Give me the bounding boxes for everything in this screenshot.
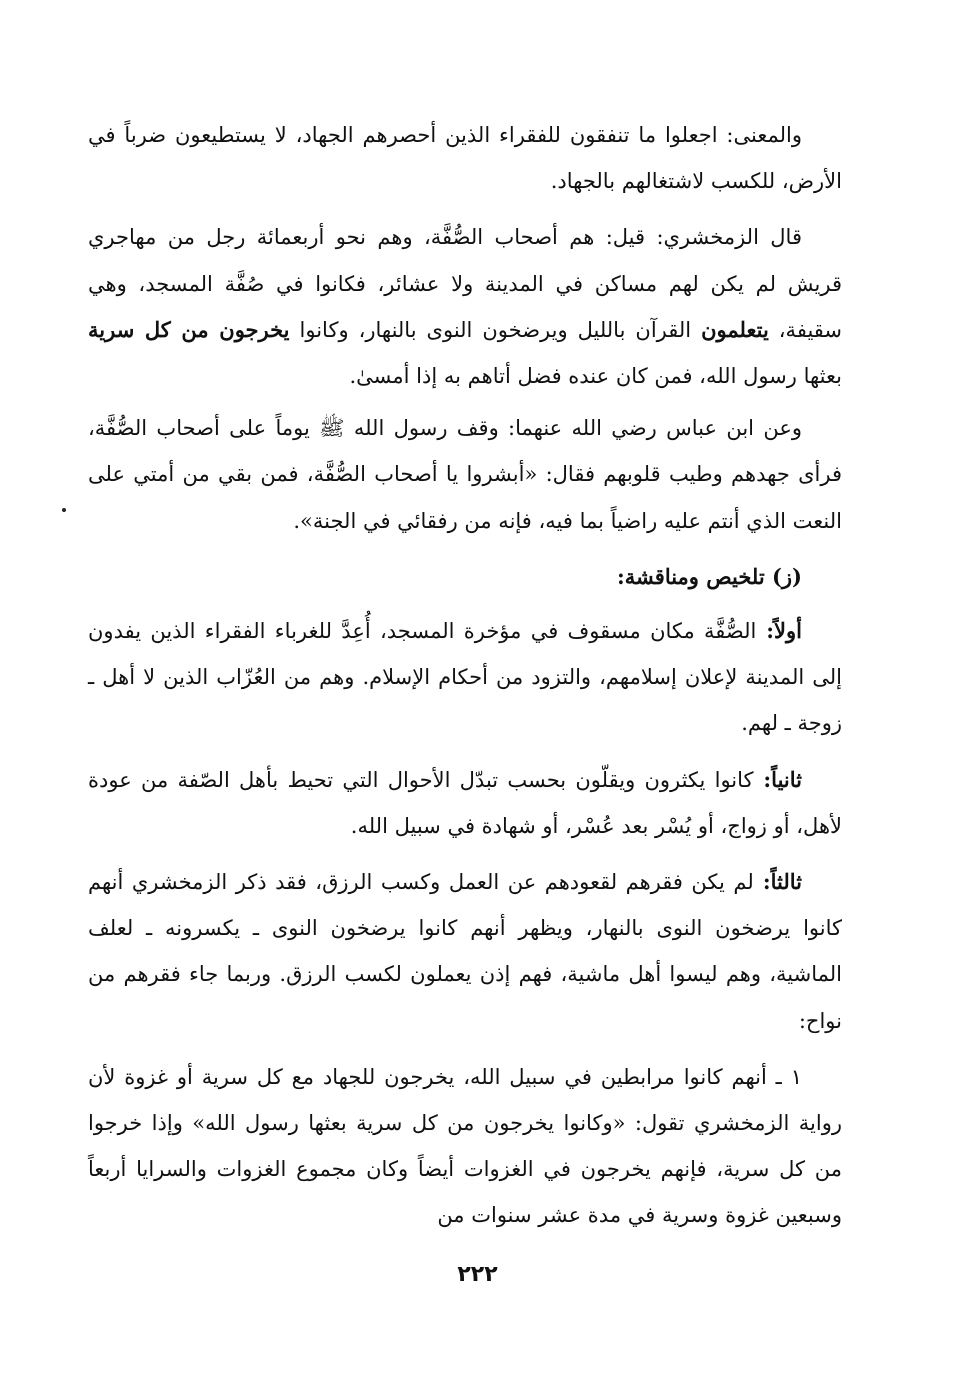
zamakhshari-bold-learn: يتعلمون bbox=[701, 316, 769, 342]
zamakhshari-bold-sorties: يخرجون من كل سرية bbox=[88, 316, 290, 342]
second-text: كانوا يكثرون ويقلّون بحسب تبدّل الأحوال التي تحيط بأهل الصّفة من عودة لأهل، أو زواج، أو يُسْر بعد عُسْر، أو شهادة في سبيل الله. bbox=[88, 767, 842, 838]
page-number: ٢٢٢ bbox=[457, 1262, 498, 1287]
zamakhshari-text-mid: القرآن بالليل ويرضخون النوى بالنهار، وكانوا bbox=[289, 317, 702, 342]
paragraph-meaning bbox=[88, 112, 842, 204]
point-one-text: ١ ـ أنهم كانوا مرابطين في سبيل الله، يخرجون للجهاد مع كل سرية أو غزوة لأن رواية الزمخشري تقول: «وكانوا يخرجون من كل سرية بعثها رسول الله» وإذا خرجوا من كل سرية، فإنهم يخرجون في الغزوات أيضاً وكان مجموع الغزوات والسرايا أربعاً وسبعين غزوة وسرية في مدة عشر سنوات من bbox=[88, 1064, 842, 1228]
section-heading: (ز) تلخيص ومناقشة: bbox=[617, 563, 802, 589]
ibn-abbas-text: وعن ابن عباس رضي الله عنهما: وقف رسول الله ﷺ يوماً على أصحاب الصُّفَّة، فرأى جهدهم وطيب قلوبهم فقال: «أبشروا يا أصحاب الصُّفَّة، فمن بقي من أمتي على النعت الذي أنتم عليه راضياً بما فيه، فإنه من رفقائي في الجنة». bbox=[88, 416, 842, 533]
paragraph-meaning-text: والمعنى: اجعلوا ما تنفقون للفقراء الذين أحصرهم الجهاد، لا يستطيعون ضرباً في الأرض، للكسب لاشتغالهم بالجهاد. bbox=[88, 123, 842, 194]
paragraph-first bbox=[88, 608, 842, 747]
page-body bbox=[88, 112, 842, 1249]
zamakhshari-text-end: بعثها رسول الله، فمن كان عنده فضل أتاهم به إذا أمسىٰ. bbox=[349, 364, 842, 389]
paragraph-point-one bbox=[88, 1054, 842, 1239]
margin-dot bbox=[62, 508, 66, 512]
third-text: لم يكن فقرهم لقعودهم عن العمل وكسب الرزق، فقد ذكر الزمخشري أنهم كانوا يرضخون النوى بالنهار، ويظهر أنهم كانوا يرضخون النوى ـ يكسرونه ـ لعلف الماشية، وهم ليسوا أهل ماشية، فهم إذن يعملون لكسب الرزق. وربما جاء فقرهم من نواح: bbox=[88, 870, 842, 1033]
paragraph-ibn-abbas bbox=[88, 405, 842, 544]
first-label: أولاً: bbox=[756, 618, 802, 644]
second-label: ثانياً: bbox=[753, 766, 802, 792]
paragraph-second bbox=[88, 757, 842, 849]
paragraph-third bbox=[88, 859, 842, 1044]
third-label: ثالثاً: bbox=[753, 869, 802, 895]
paragraph-zamakhshari bbox=[88, 214, 842, 399]
zamakhshari-text-start: قال الزمخشري: قيل: هم أصحاب الصُّفَّة، وهم نحو أربعمائة رجل من مهاجري قريش لم يكن لهم مساكن في المدينة ولا عشائر، فكانوا في صُفَّة المسجد، وهي سقيفة، bbox=[88, 225, 842, 342]
first-text: الصُّفَّة مكان مسقوف في مؤخرة المسجد، أُعِدَّ للغرباء الفقراء الذين يفدون إلى المدينة لإعلان إسلامهم، والتزود من أحكام الإسلام. وهم من العُزّاب الذين لا أهل ـ زوجة ـ لهم. bbox=[88, 619, 842, 736]
